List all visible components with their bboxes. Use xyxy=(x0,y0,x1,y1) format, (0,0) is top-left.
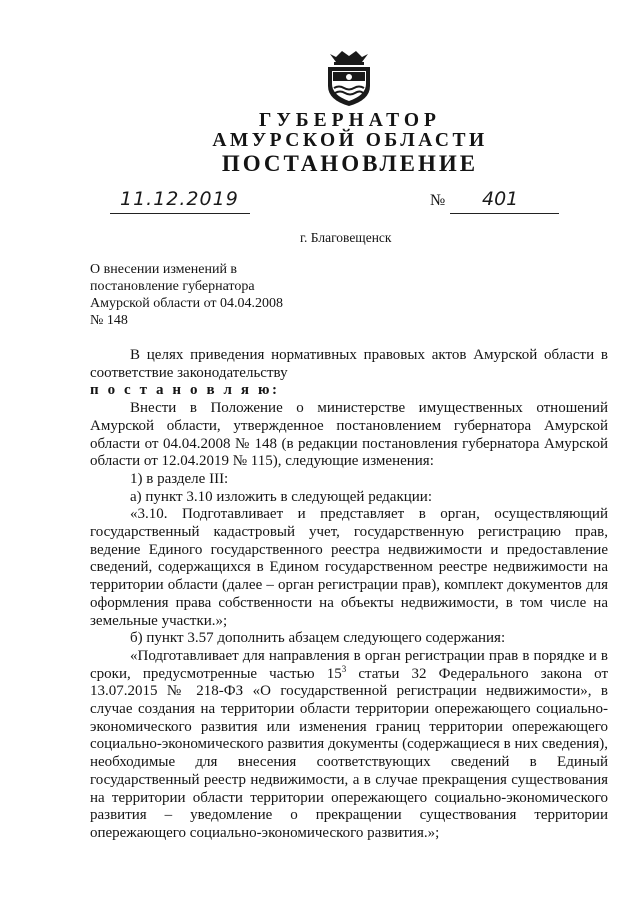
amur-region-coat-of-arms-icon xyxy=(322,48,376,108)
subject-block xyxy=(90,261,283,329)
intro-paragraph: В целях приведения нормативных правовых актов Амурской области в соответствие законодательству xyxy=(90,347,608,381)
resolve-word: п о с т а н о в л я ю: xyxy=(90,382,280,399)
item-b: б) пункт 3.57 дополнить абзацем следующего содержания: xyxy=(130,630,506,647)
handwritten-number: 401 xyxy=(482,188,519,210)
document-type-title: ПОСТАНОВЛЕНИЕ xyxy=(221,151,479,176)
superscript: 3 xyxy=(341,663,347,674)
city-name: г. Благовещенск xyxy=(300,230,392,245)
subject-line: Амурской области от 04.04.2008 xyxy=(90,296,283,311)
subject-line: постановление губернатора xyxy=(90,279,255,294)
main-paragraph: Внести в Положение о министерстве имущественных отношений Амурской области, утвержденное постановлением губернатора Амурской области от 04.04.2008 № 148 (в редакции постановления губернатора Амурской области от 12.04.2019 № 115), следующие изменения: xyxy=(90,400,608,470)
header-title-governor: ГУБЕРНАТОР xyxy=(259,110,441,131)
item-1: 1) в разделе III: xyxy=(130,470,229,487)
document-body xyxy=(90,347,608,843)
handwritten-date: 11.12.2019 xyxy=(120,188,239,210)
subject-line: О внесении изменений в xyxy=(90,262,238,277)
number-field xyxy=(450,189,559,214)
paragraph-3-57-part2: статьи 32 Федерального закона от 13.07.2015 № 218-ФЗ «О государственной регистрации недвижимости», в случае создания на территории области территории опережающего социально-экономического развития или изменения границ территории опережающего социально-экономического развития документы (содержащиеся в них сведения), необходимые для внесения соответствующих сведений в Единый государственный реестр недвижимости, а в случае прекращения существования на территории области территории опережающего социально-экономического развития – уведомление о прекращении существования территории опережающего социально-экономического развития.»; xyxy=(90,665,609,841)
paragraph-3-57 xyxy=(90,648,608,843)
item-a: а) пункт 3.10 изложить в следующей редакции: xyxy=(130,488,432,505)
subject-line: № 148 xyxy=(90,313,128,328)
paragraph-3-10: «3.10. Подготавливает и представляет в орган, осуществляющий государственный кадастровый учет, государственную регистрацию прав, ведение Единого государственного реестра недвижимости и предоставление сведений, содержащихся в Едином государственном реестре недвижимости на территории области (далее – орган регистрации прав), комплект документов для оформления права собственности на объекты недвижимости, в том числе на земельные участки.»; xyxy=(90,506,608,629)
paragraph-3-57-part1: «Подготавливает для направления в орган регистрации прав в порядке и в сроки, предусмотренные частью 15 xyxy=(90,647,608,682)
number-sign: № xyxy=(430,192,446,209)
date-field xyxy=(110,189,250,214)
header-title-region: АМУРСКОЙ ОБЛАСТИ xyxy=(212,130,488,151)
